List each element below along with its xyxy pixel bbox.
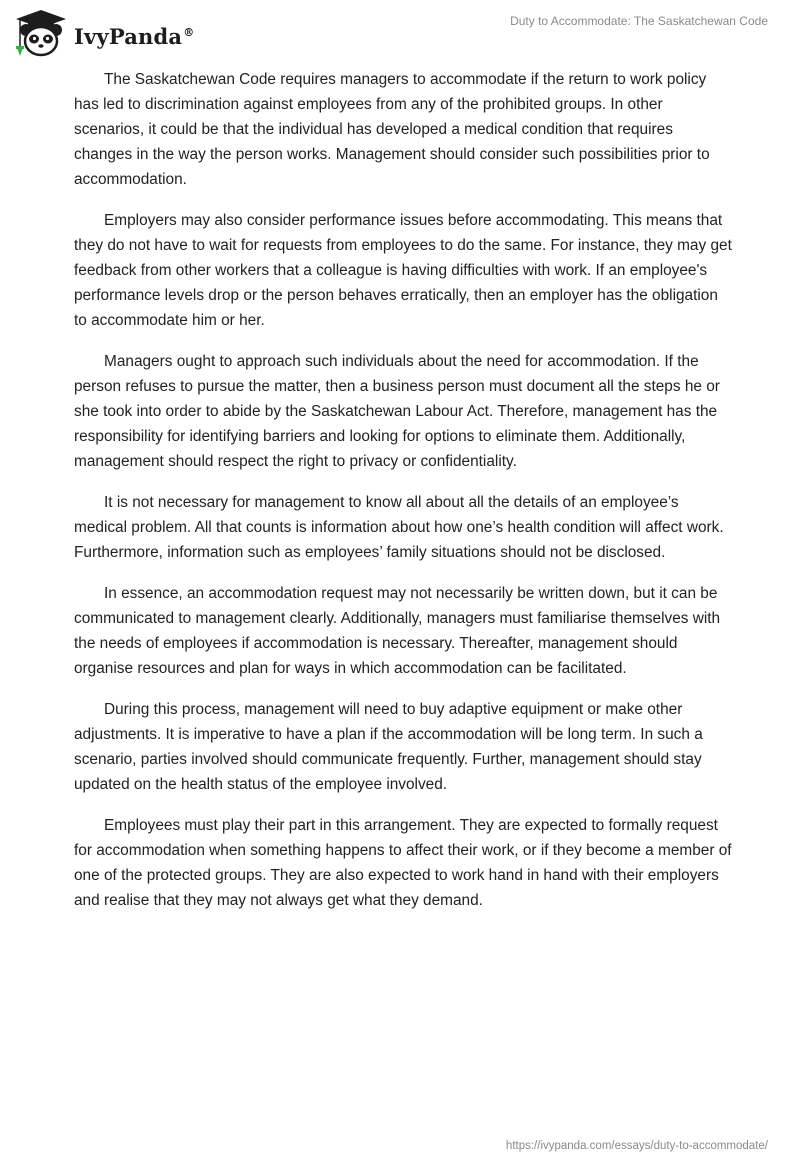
paragraph: Managers ought to approach such individuals about the need for accommodation. If the person refuses to pursue the matter, then a business person must document all the steps he or she took into order to abide by the Saskatchewan Labour Act. Therefore, management has the responsibility for identifying barriers and looking for options to eliminate them. Additionally, management should respect the right to privacy or confidentiality. (74, 353, 720, 470)
page-header (0, 0, 800, 64)
document-title: Duty to Accommodate: The Saskatchewan Code (510, 14, 768, 28)
paragraph: In essence, an accommodation request may not necessarily be written down, but it can be communicated to management clearly. Additionally, managers must familiarise themselves with the needs of employees if accommodation is necessary. Thereafter, management should organise resources and plan for ways in which accommodation can be facilitated. (74, 585, 721, 677)
paragraph: It is not necessary for management to know all about all the details of an employee’s medical problem. All that counts is information about how one’s health condition will affect work. Furthermore, information such as employees’ family situations should not be disclosed. (74, 494, 724, 561)
ivypanda-logo[interactable] (14, 8, 194, 60)
paragraph: The Saskatchewan Code requires managers to accommodate if the return to work policy has led to discrimination against employees from any of the prohibited groups. In other scenarios, it could be that the individual has developed a medical condition that requires changes in the way the person works. Management should consider such possibilities prior to accommodation. (74, 71, 710, 188)
paragraph: During this process, management will need to buy adaptive equipment or make other adjustments. It is imperative to have a plan if the accommodation will be long term. In such a scenario, parties involved should communicate frequently. Further, management should stay updated on the health status of the employee involved. (74, 701, 703, 793)
logo-wordmark: IvyPanda® (74, 23, 195, 49)
panda-logo-icon (14, 8, 68, 60)
paragraph: Employers may also consider performance issues before accommodating. This means that they do not have to wait for requests from employees to do the same. For instance, they may get feedback from other workers that a colleague is having difficulties with work. If an employee's performance levels drop or the person behaves erratically, then an employer has the obligation to accommodate him or her. (74, 212, 732, 329)
paragraph: Employees must play their part in this arrangement. They are expected to formally request for accommodation when something happens to affect their work, or if they become a member of one of the protected groups. They are also expected to work hand in hand with their employers and realise that they may not always get what they demand. (74, 817, 732, 909)
source-url[interactable]: https://ivypanda.com/essays/duty-to-accommodate/ (505, 1140, 768, 1152)
essay-body (74, 67, 734, 929)
